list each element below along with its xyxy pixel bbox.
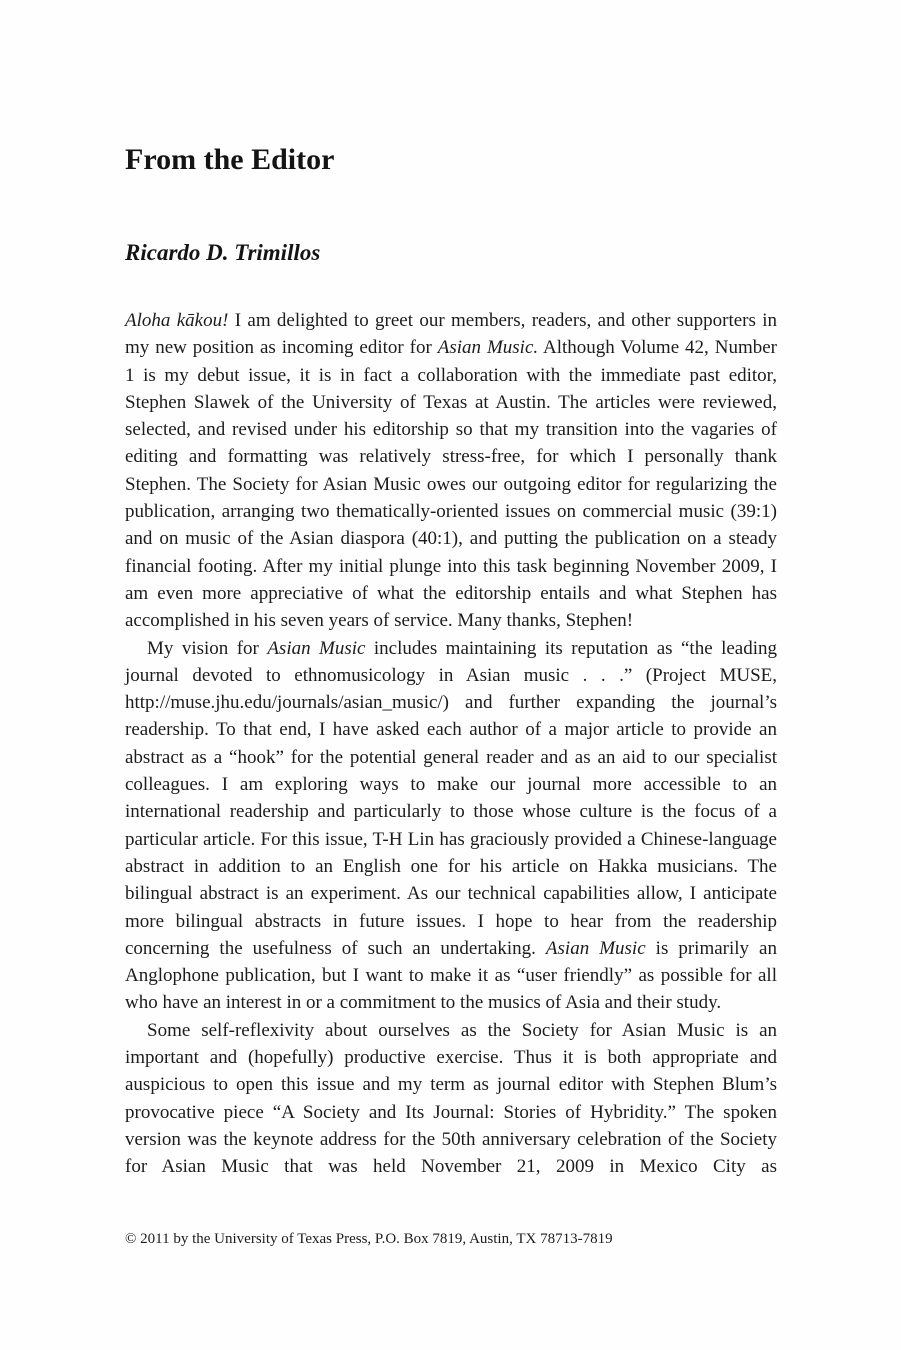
author-name: Ricardo D. Trimillos bbox=[125, 240, 321, 265]
paragraph-3 bbox=[125, 1017, 777, 1181]
text-segment: includes maintaining its reputation as “the leading journal devoted to ethnomusicology in Asian music . . .” (Project MUSE, http://muse.jhu.edu/journals/asian_music/) and further expanding the journal’s readership. To that end, I have asked each author of a major article to provide an abstract as a “hook” for the potential general reader and as an aid to our specialist colleagues. I am exploring ways to make our journal more accessible to an international readership and particularly to those whose culture is the focus of a particular article. For this issue, T-H Lin has graciously provided a Chinese-language abstract in addition to an English one for his article on Hakka musicians. The bilingual abstract is an experiment. As our technical capabilities allow, I anticipate more bilingual abstracts in future issues. I hope to hear from the readership concerning the usefulness of such an undertaking. bbox=[125, 637, 777, 959]
text-segment: I am delighted to greet our members, readers, and other supporters in my new position as incoming editor for bbox=[125, 310, 778, 359]
journal-title-italic: Asian Music. bbox=[437, 337, 539, 359]
copyright-line: © 2011 by the University of Texas Press, P.O. Box 7819, Austin, TX 78713-7819 bbox=[125, 1231, 613, 1247]
aloha-greeting-italic: Aloha kākou! bbox=[125, 310, 229, 331]
journal-title-italic: Asian Music bbox=[267, 637, 366, 659]
paragraph-2 bbox=[125, 635, 777, 1017]
editorial-body bbox=[125, 307, 777, 1181]
text-segment: is primarily an Anglophone publication, but I want to make it as “user friendly” as possible for all who have an interest in or a commitment to the musics of Asia and their study. bbox=[125, 937, 777, 1014]
paragraph-1 bbox=[125, 307, 777, 635]
text-segment: My vision for bbox=[147, 637, 268, 659]
text-segment: Some self-reflexivity about ourselves as the Society for Asian Music is an important and (hopefully) productive exercise. Thus it is both appropriate and auspicious to open this issue and my term as journal editor with Stephen Blum’s provocative piece “A Society and Its Journal: Stories of Hybridity.” The spoken version was the keynote address for the 50th anniversary celebration of the Society for Asian Music that was held November 21, 2009 in Mexico City as bbox=[125, 1019, 777, 1178]
text-segment: Although Volume 42, Number 1 is my debut issue, it is in fact a collaboration with the immediate past editor, Stephen Slawek of the University of Texas at Austin. The articles were reviewed, selected, and revised under his editorship so that my transition into the vagaries of editing and formatting was relatively stress-free, for which I personally thank Stephen. The Society for Asian Music owes our outgoing editor for regularizing the publication, arranging two thematically-oriented issues on commercial music (39:1) and on music of the Asian diaspora (40:1), and putting the publication on a steady financial footing. After my initial plunge into this task beginning November 2009, I am even more appreciative of what the editorship entails and what Stephen has accomplished in his seven years of service. Many thanks, Stephen! bbox=[125, 337, 777, 632]
page-title: From the Editor bbox=[125, 143, 335, 176]
journal-title-italic: Asian Music bbox=[545, 937, 646, 959]
